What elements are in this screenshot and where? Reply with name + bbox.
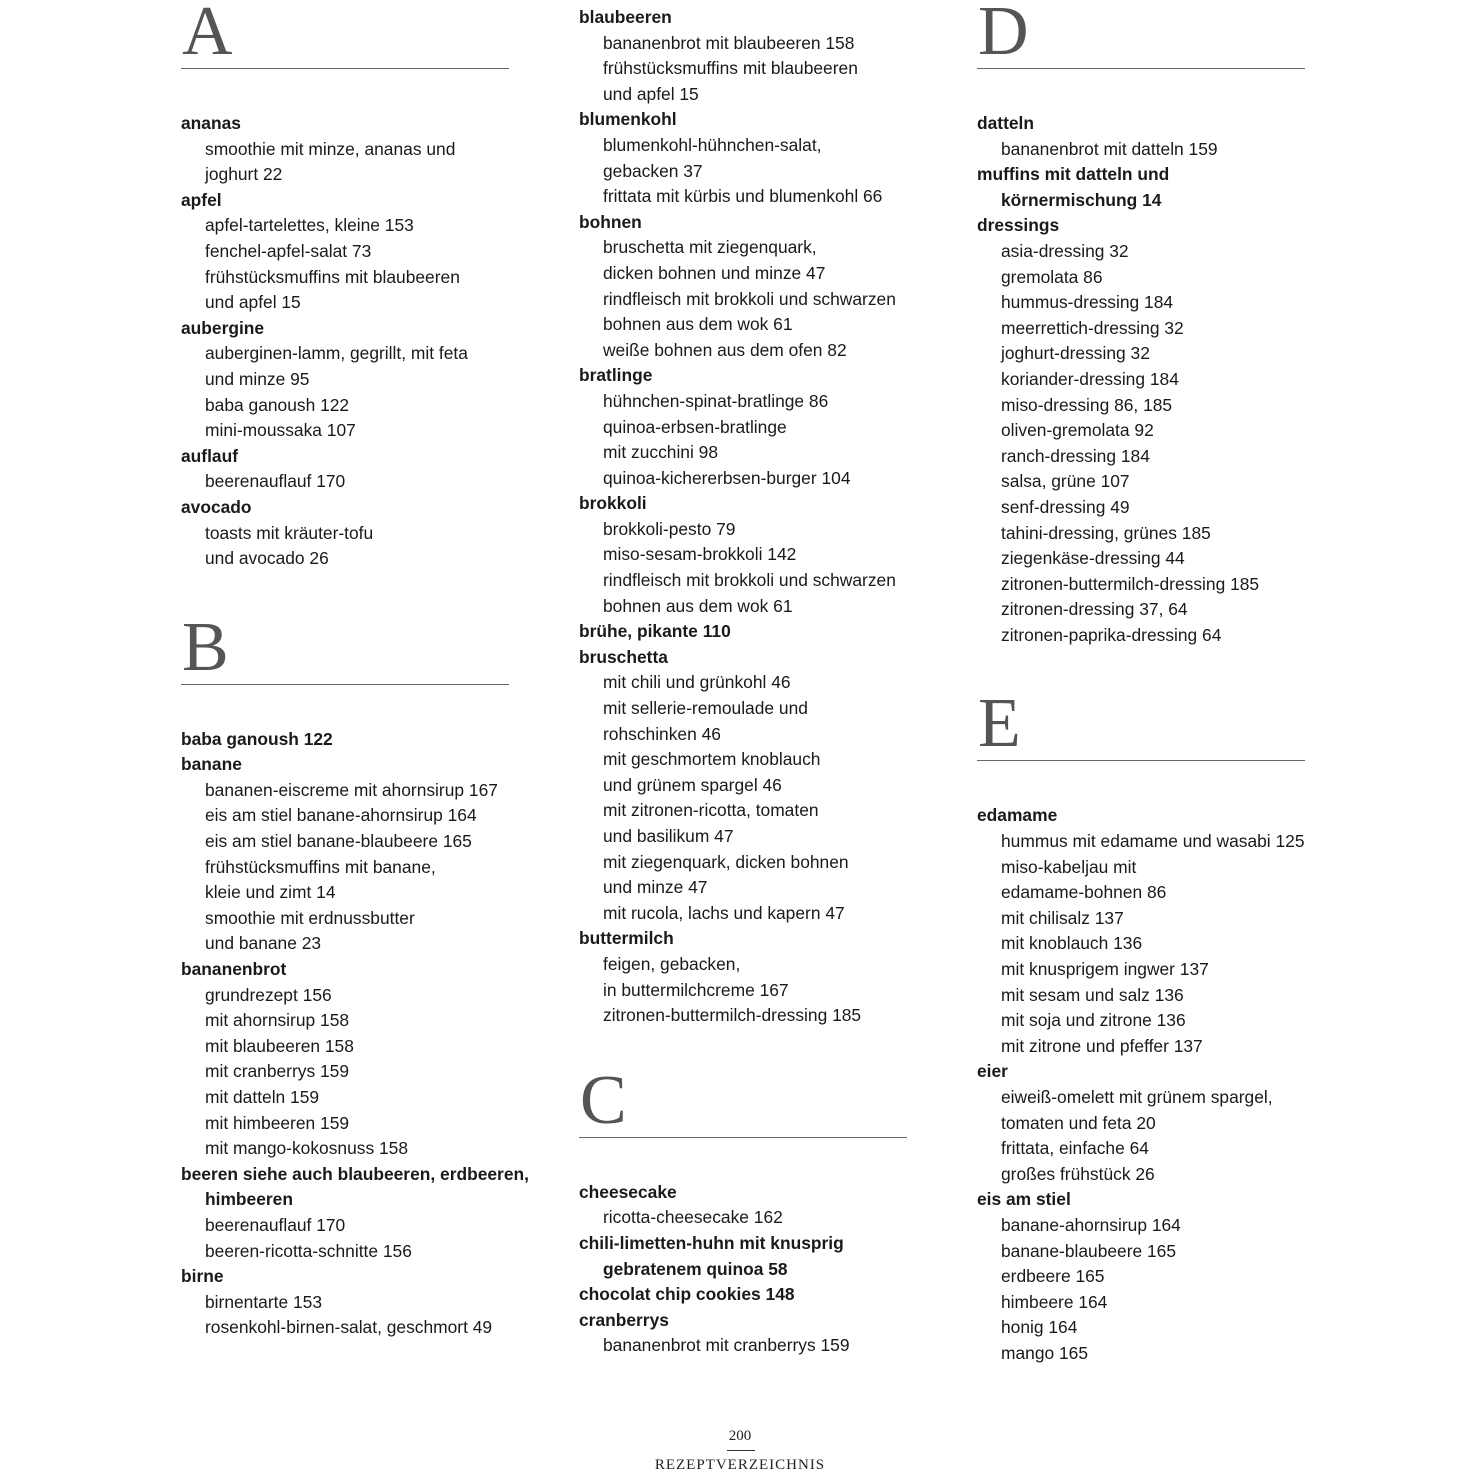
section-divider (579, 1137, 907, 1138)
index-keyword: edamame (977, 805, 1058, 826)
index-keyword: bohnen (579, 211, 642, 232)
index-entry: weiße bohnen aus dem ofen 82 (603, 339, 847, 360)
index-keyword: birne (181, 1266, 224, 1287)
index-entry: eiweiß-omelett mit grünem spargel, (1001, 1087, 1273, 1107)
index-keyword: banane (181, 754, 242, 775)
index-keyword: eis am stiel (977, 1189, 1071, 1210)
index-keyword: eier (977, 1061, 1008, 1082)
index-entry: dicken bohnen und minze 47 (603, 262, 826, 283)
index-keyword: cranberrys (579, 1309, 669, 1330)
index-entry: mini-moussaka 107 (205, 420, 356, 441)
index-entry: miso-kabeljau mit (1001, 856, 1137, 877)
index-column-2 (579, 0, 909, 1359)
index-keyword: apfel (181, 189, 222, 210)
index-entry: ricotta-cheesecake 162 (603, 1207, 783, 1228)
index-keyword: baba ganoush 122 (181, 728, 333, 749)
index-entry: bruschetta mit ziegenquark, (603, 237, 817, 258)
index-keyword: aubergine (181, 317, 265, 338)
index-keyword: buttermilch (579, 928, 674, 949)
index-entry: quinoa-kichererbsen-burger 104 (603, 467, 851, 488)
index-entry: mit rucola, lachs und kapern 47 (603, 902, 845, 923)
index-entry: hühnchen-spinat-bratlinge 86 (603, 390, 829, 411)
index-entry: fenchel-apfel-salat 73 (205, 240, 372, 261)
index-entry: rosenkohl-birnen-salat, geschmort 49 (205, 1317, 493, 1338)
index-entry: apfel-tartelettes, kleine 153 (205, 215, 414, 236)
index-entry: rindfleisch mit brokkoli und schwarzen (603, 288, 896, 309)
index-entry: senf-dressing 49 (1001, 496, 1130, 517)
index-keyword: brokkoli (579, 493, 647, 514)
index-entry: smoothie mit minze, ananas und (205, 138, 456, 159)
index-keyword: chocolat chip cookies 148 (579, 1284, 795, 1305)
index-keyword: auflauf (181, 445, 239, 466)
index-entry: miso-dressing 86, 185 (1001, 394, 1173, 415)
index-entry: frühstücksmuffins mit banane, (205, 856, 436, 877)
index-entry: smoothie mit erdnussbutter (205, 907, 415, 928)
index-entry: bananenbrot mit datteln 159 (1001, 138, 1218, 159)
page-number: 200 (728, 1428, 752, 1444)
index-entry: beerenauflauf 170 (205, 471, 346, 492)
index-keyword: brühe, pikante 110 (579, 621, 731, 642)
index-entry: und minze 95 (205, 368, 310, 389)
index-entry: hummus-dressing 184 (1001, 292, 1174, 313)
index-entry: joghurt 22 (205, 164, 283, 185)
section-letter-e: E (978, 685, 1021, 763)
index-entry: zitronen-dressing 37, 64 (1001, 599, 1188, 620)
index-entry: und grünem spargel 46 (603, 774, 782, 795)
index-entry: himbeere 164 (1001, 1291, 1108, 1312)
index-entry: mit knusprigem ingwer 137 (1001, 959, 1209, 980)
index-entry: edamame-bohnen 86 (1001, 882, 1167, 903)
page-footer-title: REZEPTVERZEICHNIS (654, 1457, 826, 1473)
index-entry: auberginen-lamm, gegrillt, mit feta (205, 343, 468, 364)
index-keyword: bananenbrot (181, 959, 287, 980)
index-entry: oliven-gremolata 92 (1001, 420, 1154, 441)
index-keyword: dressings (977, 215, 1060, 236)
index-entry: bananenbrot mit blaubeeren 158 (603, 32, 855, 53)
index-entry: joghurt-dressing 32 (1001, 343, 1150, 364)
section-letter-b: B (182, 608, 229, 686)
index-keyword: blaubeeren (579, 7, 672, 27)
index-entry: ziegenkäse-dressing 44 (1001, 548, 1185, 569)
index-keyword: körnermischung 14 (1001, 189, 1162, 210)
index-entry: mit soja und zitrone 136 (1001, 1010, 1186, 1031)
index-keyword: cheesecake (579, 1181, 677, 1202)
index-entry: mit sellerie-remoulade und (603, 698, 808, 719)
section-divider (977, 760, 1305, 761)
index-entry: brokkoli-pesto 79 (603, 518, 736, 539)
index-entry: großes frühstück 26 (1001, 1163, 1155, 1184)
section-letter-c: C (580, 1061, 627, 1139)
index-entry: bananenbrot mit cranberrys 159 (603, 1335, 850, 1356)
index-entry: tomaten und feta 20 (1001, 1112, 1156, 1133)
index-entry: tahini-dressing, grünes 185 (1001, 522, 1211, 543)
index-entry: bananen-eiscreme mit ahornsirup 167 (205, 779, 498, 800)
index-keyword: gebratenem quinoa 58 (603, 1258, 788, 1279)
index-keyword: datteln (977, 113, 1035, 133)
index-entry: mit blaubeeren 158 (205, 1035, 354, 1056)
index-entry: baba ganoush 122 (205, 394, 350, 415)
index-entry: birnentarte 153 (205, 1291, 322, 1312)
index-entry: honig 164 (1001, 1317, 1078, 1338)
section-divider (181, 684, 509, 685)
entry-list-c (579, 1180, 909, 1359)
index-entry: frittata, einfache 64 (1001, 1138, 1149, 1159)
index-entry: und basilikum 47 (603, 826, 734, 846)
entry-list-a (181, 111, 511, 572)
index-entry: meerrettich-dressing 32 (1001, 317, 1184, 338)
index-entry: zitronen-paprika-dressing 64 (1001, 624, 1222, 645)
index-entry: banane-ahornsirup 164 (1001, 1214, 1181, 1235)
index-entry: mit zitronen-ricotta, tomaten (603, 800, 819, 821)
index-keyword: avocado (181, 496, 252, 517)
index-entry: mit ahornsirup 158 (205, 1010, 350, 1031)
index-entry: mit cranberrys 159 (205, 1061, 350, 1082)
index-entry: in buttermilchcreme 167 (603, 979, 789, 1000)
index-entry: frühstücksmuffins mit blaubeeren (603, 58, 858, 79)
entry-list-e (977, 803, 1307, 1366)
index-entry: ranch-dressing 184 (1001, 445, 1150, 466)
index-entry: mit himbeeren 159 (205, 1112, 350, 1133)
page-number-rule (727, 1450, 755, 1451)
index-keyword: bruschetta (579, 646, 668, 667)
index-entry: grundrezept 156 (205, 984, 332, 1005)
index-entry: und banane 23 (205, 933, 322, 954)
index-entry: zitronen-buttermilch-dressing 185 (603, 1005, 862, 1026)
index-entry: rindfleisch mit brokkoli und schwarzen (603, 570, 896, 591)
index-entry: mit zitrone und pfeffer 137 (1001, 1035, 1203, 1056)
index-entry: koriander-dressing 184 (1001, 368, 1179, 389)
index-entry: salsa, grüne 107 (1001, 471, 1130, 492)
index-entry: beerenauflauf 170 (205, 1214, 346, 1235)
index-entry: zitronen-buttermilch-dressing 185 (1001, 573, 1260, 594)
index-keyword: chili-limetten-huhn mit knusprig (579, 1232, 844, 1253)
index-entry: mit chili und grünkohl 46 (603, 672, 791, 693)
index-column-1 (181, 0, 529, 1341)
index-entry: quinoa-erbsen-bratlinge (603, 416, 787, 437)
index-entry: erdbeere 165 (1001, 1266, 1105, 1287)
index-entry: hummus mit edamame und wasabi 125 (1001, 831, 1305, 852)
index-entry: asia-dressing 32 (1001, 240, 1129, 261)
index-entry: mit chilisalz 137 (1001, 907, 1124, 928)
index-entry: mit sesam und salz 136 (1001, 984, 1184, 1005)
index-entry: mango 165 (1001, 1342, 1089, 1363)
index-entry: frittata mit kürbis und blumenkohl 66 (603, 186, 883, 207)
index-keyword: bratlinge (579, 365, 653, 386)
index-entry: frühstücksmuffins mit blaubeeren (205, 266, 460, 287)
index-keyword: beeren siehe auch blaubeeren, erdbeeren, (181, 1163, 529, 1184)
entry-list-b (181, 727, 529, 1341)
index-keyword: blumenkohl (579, 109, 677, 130)
index-entry: toasts mit kräuter-tofu (205, 522, 374, 543)
index-entry: rohschinken 46 (603, 723, 721, 744)
index-entry: und apfel 15 (603, 83, 699, 104)
index-entry: und avocado 26 (205, 548, 329, 569)
index-entry: mit geschmortem knoblauch (603, 749, 821, 770)
index-entry: mit zucchini 98 (603, 442, 719, 463)
section-letter-d: D (978, 0, 1029, 70)
index-entry: kleie und zimt 14 (205, 882, 336, 903)
index-entry: gremolata 86 (1001, 266, 1103, 287)
index-entry: und minze 47 (603, 877, 708, 898)
index-entry: bohnen aus dem wok 61 (603, 595, 793, 616)
entry-list-d (977, 111, 1307, 648)
section-letter-a: A (182, 0, 233, 70)
index-keyword: himbeeren (205, 1189, 293, 1210)
index-entry: mit datteln 159 (205, 1087, 320, 1107)
index-entry: feigen, gebacken, (603, 953, 741, 974)
index-entry: beeren-ricotta-schnitte 156 (205, 1240, 412, 1261)
index-entry: mit ziegenquark, dicken bohnen (603, 851, 849, 872)
index-entry: bohnen aus dem wok 61 (603, 314, 793, 335)
index-entry: mit mango-kokosnuss 158 (205, 1138, 408, 1159)
index-entry: eis am stiel banane-blaubeere 165 (205, 831, 472, 852)
index-entry: und apfel 15 (205, 292, 301, 313)
index-entry: eis am stiel banane-ahornsirup 164 (205, 805, 477, 826)
index-entry: banane-blaubeere 165 (1001, 1240, 1177, 1261)
index-entry: blumenkohl-hühnchen-salat, (603, 134, 822, 155)
index-keyword: muffins mit datteln und (977, 164, 1170, 185)
index-entry: gebacken 37 (603, 160, 703, 181)
index-column-3 (977, 0, 1307, 1367)
entry-list-b-continued (579, 0, 909, 1029)
index-keyword: ananas (181, 113, 241, 133)
index-entry: miso-sesam-brokkoli 142 (603, 544, 797, 565)
index-entry: mit knoblauch 136 (1001, 933, 1143, 954)
